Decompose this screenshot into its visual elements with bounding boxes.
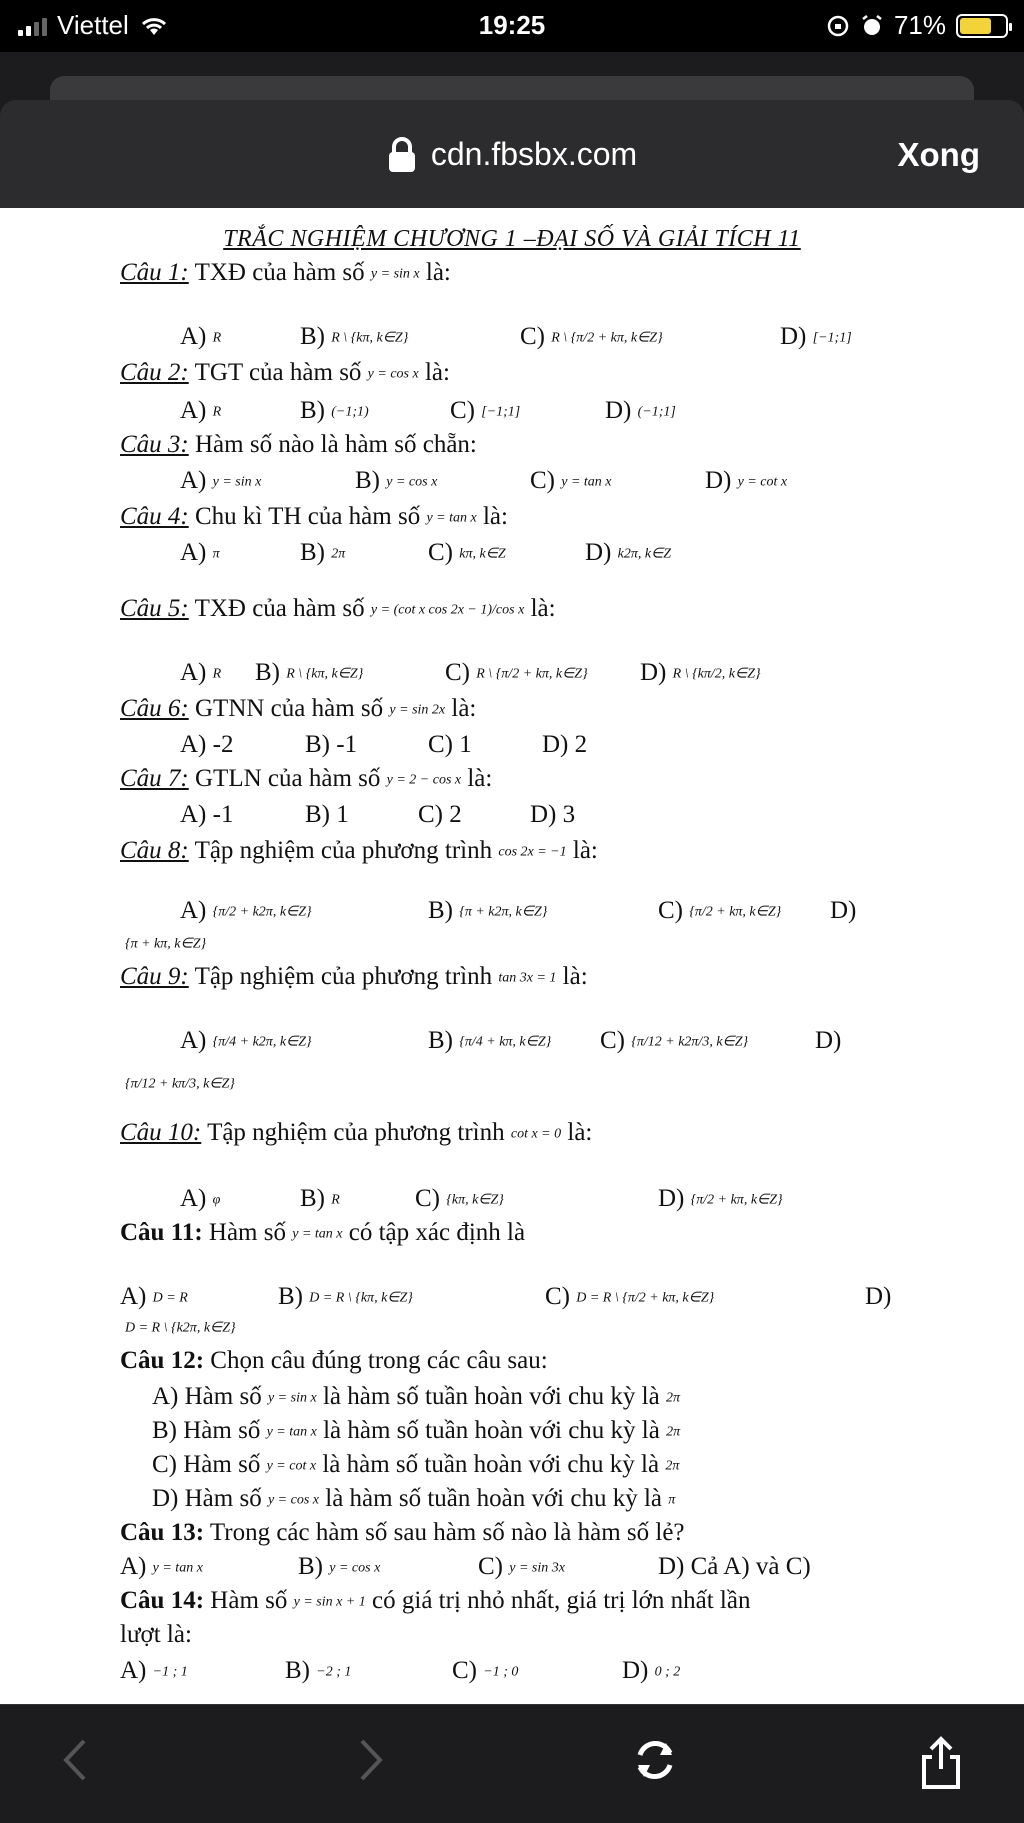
text-segment: là: xyxy=(482,503,508,530)
text-segment: Câu 7: xyxy=(120,765,189,792)
text-segment: Câu 12: xyxy=(120,1347,205,1374)
formula: {π/2 + kπ, k∈Z} xyxy=(690,1192,783,1208)
answer-d: D) Cả A) và C) xyxy=(658,1553,811,1580)
answer-a xyxy=(180,898,312,923)
formula: y = tan x xyxy=(266,1424,317,1440)
answer-a xyxy=(180,398,221,423)
text-segment: B) xyxy=(355,467,380,494)
text-segment: Câu 8: xyxy=(120,837,189,864)
formula: y = sin x xyxy=(370,266,420,282)
text-segment: là: xyxy=(572,837,598,864)
answer-d: D) 3 xyxy=(530,801,576,828)
text-segment: B) xyxy=(428,1027,453,1054)
answer-c xyxy=(530,468,612,493)
formula: R \ {kπ, k∈Z} xyxy=(286,666,364,682)
answer-a xyxy=(180,468,261,493)
answer-c xyxy=(520,324,663,349)
question-12 xyxy=(120,1348,548,1373)
text-segment: B) xyxy=(300,539,325,566)
formula: {π/12 + kπ/3, k∈Z} xyxy=(125,1076,235,1092)
text-segment: A) Hàm số xyxy=(152,1383,262,1410)
formula: 2π xyxy=(665,1390,680,1406)
text-segment: A) xyxy=(180,1027,207,1054)
answer-c xyxy=(600,1028,748,1053)
text-segment: C) xyxy=(450,397,475,424)
answer-b xyxy=(152,1418,680,1443)
text-segment: B) xyxy=(298,1553,323,1580)
text-segment: Câu 13: xyxy=(120,1519,205,1546)
text-segment: Câu 14: xyxy=(120,1587,205,1614)
back-icon[interactable] xyxy=(60,1735,90,1785)
text-segment: Câu 9: xyxy=(120,963,189,990)
formula: φ xyxy=(212,1192,221,1208)
formula: R xyxy=(331,1192,340,1208)
answer-d xyxy=(152,1486,675,1511)
carrier-name: Viettel xyxy=(57,10,129,40)
url-text: cdn.fbsbx.com xyxy=(430,136,638,172)
text-segment: Câu 6: xyxy=(120,695,189,722)
text-segment: là: xyxy=(467,765,493,792)
lock-icon xyxy=(387,137,417,173)
text-segment: C) xyxy=(445,659,470,686)
formula: R \ {kπ, k∈Z} xyxy=(331,330,409,346)
formula: 2π xyxy=(666,1424,681,1440)
formula: R xyxy=(212,666,222,682)
text-segment: C) xyxy=(452,1657,477,1684)
text-segment: B) xyxy=(255,659,280,686)
text-segment: A) xyxy=(180,467,207,494)
answer-a xyxy=(120,1284,188,1309)
answer-a xyxy=(152,1384,680,1409)
answer-c xyxy=(152,1452,679,1477)
question-14 xyxy=(120,1588,750,1613)
answer-b xyxy=(300,324,408,349)
text-segment: Chu kì TH của hàm số xyxy=(195,503,421,530)
refresh-icon[interactable] xyxy=(630,1735,680,1785)
answer-d: D) 2 xyxy=(542,731,588,758)
formula: y = sin 2x xyxy=(389,702,446,718)
text-segment: Câu 11: xyxy=(120,1219,203,1246)
rotation-lock-icon xyxy=(826,14,850,38)
text-segment: C) xyxy=(545,1283,570,1310)
answer-d: D) xyxy=(815,1027,842,1054)
answer-b xyxy=(285,1658,351,1683)
text-segment: là hàm số tuần hoàn với chu kỳ là xyxy=(322,1451,660,1478)
text-segment: D) xyxy=(640,659,667,686)
text-segment: C) Hàm số xyxy=(152,1451,261,1478)
answer-d xyxy=(585,540,671,565)
formula: y = tan x xyxy=(152,1560,203,1576)
question-8 xyxy=(120,838,598,863)
question-6 xyxy=(120,696,476,721)
text-segment: B) Hàm số xyxy=(152,1417,261,1444)
alarm-icon xyxy=(860,14,884,38)
text-segment: A) xyxy=(120,1657,147,1684)
text-segment: Câu 4: xyxy=(120,503,189,530)
text-segment: D) xyxy=(658,1185,685,1212)
text-segment: D) xyxy=(585,539,612,566)
text-segment: GTLN của hàm số xyxy=(195,765,381,792)
battery-icon xyxy=(956,14,1008,38)
text-segment: có giá trị nhỏ nhất, giá trị lớn nhất lần xyxy=(372,1587,751,1614)
done-button[interactable]: Xong xyxy=(897,136,980,173)
answer-b: B) 1 xyxy=(305,801,349,828)
answer-a xyxy=(180,1028,312,1053)
formula: y = sin x xyxy=(212,474,262,490)
formula: cos 2x = −1 xyxy=(498,844,567,860)
text-segment: GTNN của hàm số xyxy=(195,695,384,722)
answer-d xyxy=(640,660,761,685)
answer-a xyxy=(120,1554,203,1579)
text-segment: B) xyxy=(428,897,453,924)
formula: k2π, k∈Z xyxy=(617,546,672,562)
text-segment: Hàm số xyxy=(210,1587,288,1614)
text-segment: D) xyxy=(605,397,632,424)
answer-a xyxy=(180,1186,220,1211)
question-1 xyxy=(120,260,451,285)
answer-d-value xyxy=(125,1314,236,1339)
text-segment: TGT của hàm số xyxy=(194,359,362,386)
answer-b xyxy=(300,1186,340,1211)
text-segment: C) xyxy=(520,323,545,350)
question-7 xyxy=(120,766,492,791)
formula: y = cos x xyxy=(329,1560,381,1576)
text-segment: có tập xác định là xyxy=(348,1219,526,1246)
answer-b xyxy=(278,1284,413,1309)
text-segment: A) xyxy=(180,323,207,350)
text-segment: Hàm số nào là hàm số chẵn: xyxy=(195,431,477,458)
text-segment: Câu 3: xyxy=(120,431,189,458)
answer-d xyxy=(622,1658,680,1683)
answer-b xyxy=(300,398,369,423)
formula: y = tan x xyxy=(561,474,612,490)
answer-c xyxy=(545,1284,714,1309)
formula: D = R \ {kπ, k∈Z} xyxy=(309,1290,413,1306)
text-segment: C) xyxy=(600,1027,625,1054)
answer-b: B) -1 xyxy=(305,731,358,758)
text-segment: là hàm số tuần hoàn với chu kỳ là xyxy=(325,1485,663,1512)
status-bar xyxy=(0,0,1024,52)
formula: R \ {kπ/2, k∈Z} xyxy=(672,666,761,682)
answer-c xyxy=(445,660,588,685)
text-segment: Tập nghiệm của phương trình xyxy=(207,1119,505,1146)
formula: D = R \ {k2π, k∈Z} xyxy=(125,1320,236,1336)
text-segment: Câu 5: xyxy=(120,595,189,622)
browser-toolbar xyxy=(0,1704,1024,1823)
question-10 xyxy=(120,1120,592,1145)
text-segment: D) xyxy=(780,323,807,350)
formula: 2π xyxy=(665,1458,680,1474)
text-segment: Chọn câu đúng trong các câu sau: xyxy=(210,1347,548,1374)
formula: D = R xyxy=(152,1290,188,1306)
answer-b xyxy=(428,1028,551,1053)
question-9 xyxy=(120,964,588,989)
text-segment: B) xyxy=(300,397,325,424)
formula: R xyxy=(212,404,222,420)
text-segment: C) xyxy=(658,897,683,924)
document-page xyxy=(0,208,1024,1704)
answer-d xyxy=(705,468,787,493)
answer-d: D) xyxy=(865,1283,892,1310)
formula: kπ, k∈Z xyxy=(459,546,506,562)
text-segment: Trong các hàm số sau hàm số nào là hàm số lẻ? xyxy=(209,1519,685,1546)
text-segment: A) xyxy=(180,659,207,686)
answer-c xyxy=(658,898,781,923)
clock: 19:25 xyxy=(478,10,546,40)
text-segment: Tập nghiệm của phương trình xyxy=(194,837,493,864)
url-bar[interactable] xyxy=(0,136,1024,173)
question-11 xyxy=(120,1220,525,1245)
formula: {π + k2π, k∈Z} xyxy=(459,904,548,920)
answer-d: D) xyxy=(830,897,857,924)
answer-a xyxy=(120,1658,188,1683)
text-segment: A) xyxy=(180,539,207,566)
text-segment: D) xyxy=(622,1657,649,1684)
answer-c: C) 2 xyxy=(418,801,462,828)
text-segment: là: xyxy=(530,595,556,622)
page-title: TRẮC NGHIỆM CHƯƠNG 1 –ĐẠI SỐ VÀ GIẢI TÍCH 11 xyxy=(223,226,801,252)
text-segment: A) xyxy=(180,1185,207,1212)
text-segment: Câu 2: xyxy=(120,359,189,386)
formula: R \ {π/2 + kπ, k∈Z} xyxy=(551,330,663,346)
question-14-cont: lượt là: xyxy=(120,1621,192,1648)
answer-c xyxy=(452,1658,518,1683)
forward-icon[interactable] xyxy=(356,1735,386,1785)
formula: 0 ; 2 xyxy=(654,1664,681,1680)
answer-b xyxy=(428,898,547,923)
formula: {π/2 + kπ, k∈Z} xyxy=(689,904,782,920)
text-segment: là: xyxy=(451,695,477,722)
formula: cot x = 0 xyxy=(510,1126,562,1142)
answer-c xyxy=(478,1554,565,1579)
formula: D = R \ {π/2 + kπ, k∈Z} xyxy=(576,1290,715,1306)
answer-a xyxy=(180,660,221,685)
formula: [−1;1] xyxy=(481,404,521,420)
answer-c: C) 1 xyxy=(428,731,472,758)
answer-b xyxy=(255,660,363,685)
formula: 2π xyxy=(331,546,346,562)
answer-a: A) -2 xyxy=(180,731,234,758)
formula: −1 ; 1 xyxy=(152,1664,188,1680)
formula: {π + kπ, k∈Z} xyxy=(125,936,207,952)
text-segment: là: xyxy=(424,359,450,386)
formula: {π/4 + kπ, k∈Z} xyxy=(459,1034,552,1050)
answer-d xyxy=(605,398,676,423)
text-segment: C) xyxy=(415,1185,440,1212)
question-3 xyxy=(120,432,477,457)
text-segment: D) Hàm số xyxy=(152,1485,262,1512)
answer-d xyxy=(780,324,852,349)
answer-b xyxy=(298,1554,380,1579)
answer-b xyxy=(355,468,437,493)
text-segment: Câu 10: xyxy=(120,1119,202,1146)
text-segment: A) xyxy=(180,897,207,924)
answer-d xyxy=(658,1186,783,1211)
text-segment: A) xyxy=(120,1283,147,1310)
formula: y = cos x xyxy=(386,474,438,490)
text-segment: C) xyxy=(428,539,453,566)
question-text: TXĐ của hàm số xyxy=(194,259,365,286)
text-segment: B) xyxy=(278,1283,303,1310)
question-2 xyxy=(120,360,450,385)
question-label: Câu 1: xyxy=(120,259,189,286)
text-segment: C) xyxy=(530,467,555,494)
formula: {π/2 + k2π, k∈Z} xyxy=(212,904,312,920)
text-segment: TXĐ của hàm số xyxy=(194,595,365,622)
text-segment: A) xyxy=(120,1553,147,1580)
text-segment: Tập nghiệm của phương trình xyxy=(194,963,493,990)
formula: y = (cot x cos 2x − 1)/cos x xyxy=(370,602,525,618)
formula: {kπ, k∈Z} xyxy=(446,1192,504,1208)
formula: {π/4 + k2π, k∈Z} xyxy=(212,1034,312,1050)
text-segment: C) xyxy=(478,1553,503,1580)
formula: y = cos x xyxy=(267,1492,320,1508)
answer-c xyxy=(450,398,520,423)
text-segment: là: xyxy=(562,963,588,990)
formula: y = tan x xyxy=(426,510,477,526)
formula: tan 3x = 1 xyxy=(498,970,557,986)
share-icon[interactable] xyxy=(918,1735,964,1791)
text-segment: B) xyxy=(300,323,325,350)
formula: y = cos x xyxy=(367,366,419,382)
status-right xyxy=(826,10,1008,41)
answer-c xyxy=(415,1186,504,1211)
answer-d-value xyxy=(125,930,206,955)
formula: [−1;1] xyxy=(812,330,852,346)
battery-percent: 71% xyxy=(893,10,946,40)
answer-d-value xyxy=(125,1070,235,1095)
text-segment: A) xyxy=(180,397,207,424)
question-4 xyxy=(120,504,508,529)
answer-a xyxy=(180,540,220,565)
formula: y = sin x xyxy=(267,1390,317,1406)
question-text: là: xyxy=(425,259,451,286)
formula: y = sin 3x xyxy=(509,1560,565,1576)
text-segment: B) xyxy=(285,1657,310,1684)
formula: π xyxy=(668,1492,676,1508)
formula: y = cot x xyxy=(266,1458,317,1474)
formula: −2 ; 1 xyxy=(316,1664,352,1680)
text-segment: là hàm số tuần hoàn với chu kỳ là xyxy=(322,1383,660,1410)
text-segment: là: xyxy=(567,1119,593,1146)
question-5 xyxy=(120,596,556,621)
formula: y = cot x xyxy=(737,474,788,490)
formula: (−1;1) xyxy=(331,404,369,420)
question-13 xyxy=(120,1520,685,1545)
formula: y = tan x xyxy=(292,1226,343,1242)
formula: R xyxy=(212,330,222,346)
formula: R \ {π/2 + kπ, k∈Z} xyxy=(476,666,588,682)
formula: π xyxy=(212,546,220,562)
answer-a: A) -1 xyxy=(180,801,234,828)
text-segment: là hàm số tuần hoàn với chu kỳ là xyxy=(323,1417,660,1444)
formula: −1 ; 0 xyxy=(483,1664,519,1680)
text-segment: D) xyxy=(705,467,732,494)
formula: (−1;1] xyxy=(637,404,676,420)
formula: y = sin x + 1 xyxy=(293,1594,366,1610)
formula: y = 2 − cos x xyxy=(386,772,462,788)
answer-b xyxy=(300,540,345,565)
answer-a xyxy=(180,324,221,349)
text-segment: B) xyxy=(300,1185,325,1212)
formula: {π/12 + k2π/3, k∈Z} xyxy=(631,1034,749,1050)
answer-c xyxy=(428,540,506,565)
text-segment: Hàm số xyxy=(208,1219,286,1246)
browser-header xyxy=(0,100,1024,208)
